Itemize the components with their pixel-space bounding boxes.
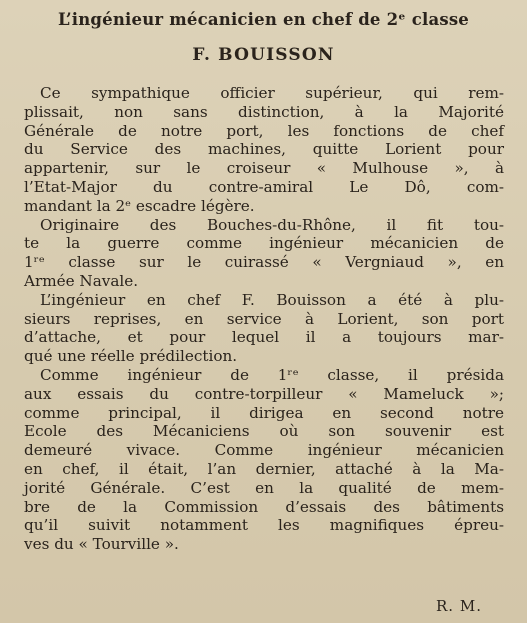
text-line: aux essais du contre-torpilleur « Mameluck »; bbox=[24, 384, 504, 403]
text-line: Comme ingénieur de 1ʳᵉ classe, il présida bbox=[40, 365, 504, 384]
text-line: mandant la 2ᵉ escadre légère. bbox=[24, 196, 255, 215]
text-line: 1ʳᵉ classe sur le cuirassé « Vergniaud », en bbox=[24, 253, 504, 272]
text-line: qu’il suivit notamment les magnifiques épreu- bbox=[24, 516, 504, 535]
article-title: L’ingénieur mécanicien en chef de 2ᵉ classe bbox=[57, 10, 470, 29]
text-line: Générale de notre port, les fonctions de chef bbox=[24, 121, 504, 140]
person-name-heading: F. BOUISSON bbox=[192, 45, 335, 65]
text-line: qué une réelle prédilection. bbox=[24, 347, 238, 366]
text-line: comme principal, il dirigea en second notre bbox=[24, 403, 504, 422]
article-body bbox=[24, 84, 504, 554]
text-line: d’attache, et pour lequel il a toujours mar- bbox=[24, 328, 504, 347]
text-line: Ce sympathique officier supérieur, qui rem- bbox=[40, 84, 504, 102]
text-line: L’ingénieur en chef F. Bouisson a été à plu- bbox=[40, 290, 504, 309]
text-line: du Service des machines, quitte Lorient pour bbox=[24, 140, 504, 159]
text-line: Armée Navale. bbox=[24, 271, 139, 290]
text-line: appartenir, sur le croiseur « Mulhouse », à bbox=[24, 159, 504, 178]
text-line: jorité Générale. C’est en la qualité de mem- bbox=[24, 478, 504, 497]
text-line: Ecole des Mécaniciens où son souvenir est bbox=[24, 422, 504, 441]
text-line: l’Etat-Major du contre-amiral Le Dô, com- bbox=[24, 177, 504, 196]
text-line: ves du « Tourville ». bbox=[24, 535, 179, 554]
text-line: Originaire des Bouches-du-Rhône, il fit tou- bbox=[40, 215, 504, 234]
text-line: plissait, non sans distinction, à la Majorité bbox=[24, 102, 504, 121]
author-signature: R. M. bbox=[436, 597, 482, 615]
text-line: demeuré vivace. Comme ingénieur mécanicien bbox=[24, 441, 504, 460]
text-line: te la guerre comme ingénieur mécanicien de bbox=[24, 234, 504, 253]
text-line: sieurs reprises, en service à Lorient, son port bbox=[24, 309, 504, 328]
text-line: en chef, il était, l’an dernier, attaché à la Ma- bbox=[24, 459, 504, 478]
text-line: bre de la Commission d’essais des bâtiments bbox=[24, 497, 504, 516]
